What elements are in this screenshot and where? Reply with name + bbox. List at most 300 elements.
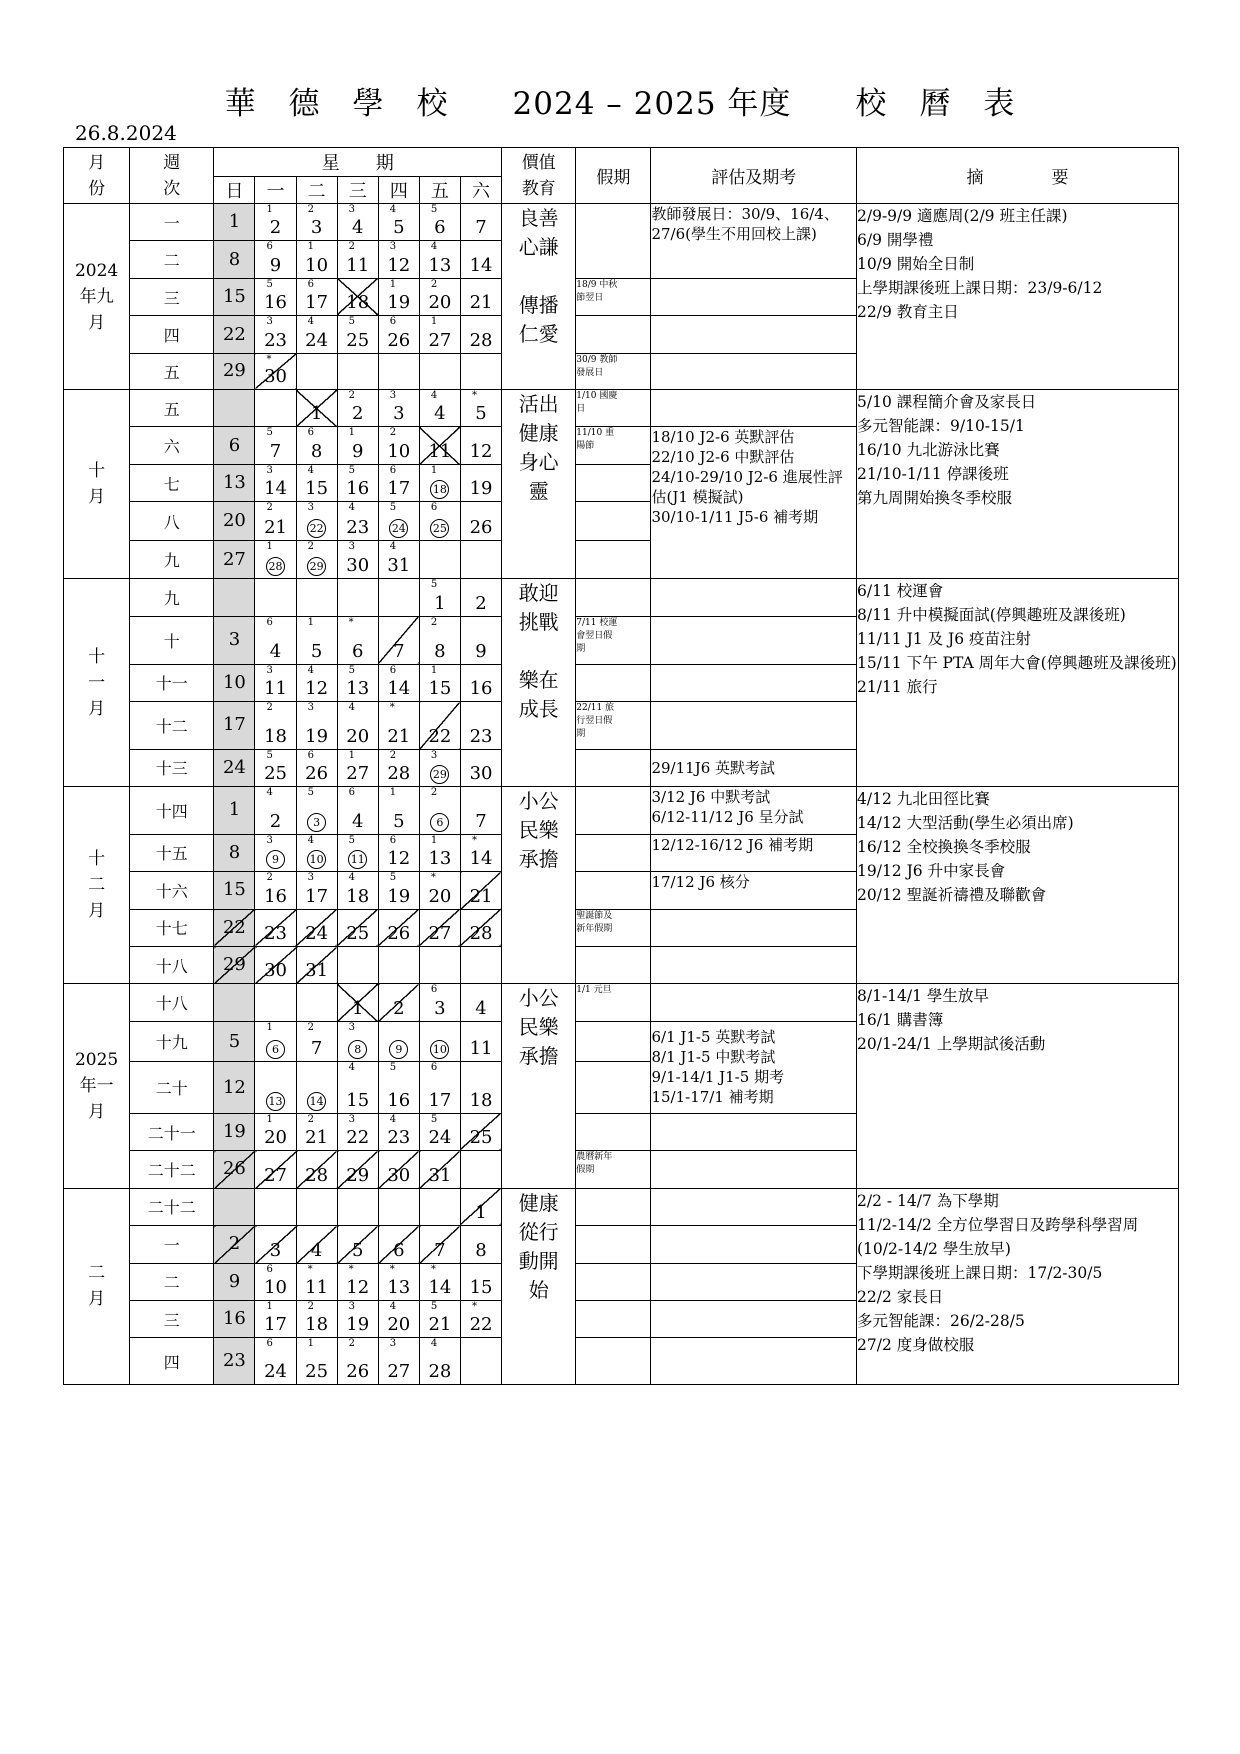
day-number: 23 [387,1127,411,1149]
day-number: 21 [305,1127,329,1149]
day-number: 17 [222,714,246,736]
cycle-day-marker: 4 [307,316,314,328]
day-number: 7 [269,440,282,462]
day-number [255,848,295,871]
holiday-cell [576,787,651,835]
cycle-day-marker: 1 [307,241,314,253]
assessment-text: 教師發展日：30/9、16/4、27/6(學生不用回校上課) [651,205,839,243]
day-cell [419,984,460,1021]
cycle-day-marker: 6 [389,316,397,328]
day-cell [337,1338,378,1385]
day-cell [419,872,460,909]
summary-text: 4/12 九北田徑比賽 14/12 大型活動(學生必須出席) 16/12 全校換換冬季校服 19/12 J6 升中家長會 20/12 聖誕祈禱禮及聯歡會 [857,790,1074,905]
day-number: 19 [222,1121,246,1142]
values-education-text: 敢迎挑戰 樂在成長 [518,581,559,722]
day-cell [296,353,337,389]
day-number: 1 [351,997,364,1019]
week-number: 十八 [130,947,214,984]
day-number: 16 [264,885,287,907]
day-number: 21 [469,885,493,907]
day-cell [378,702,419,750]
day-number: 29 [222,954,246,976]
week-number: 九 [130,540,214,579]
day-number: 16 [387,1089,411,1111]
day-number: 22 [346,1127,370,1149]
assessment-cell [651,984,857,1021]
day-cell [378,1300,419,1337]
circled-day-number: 22 [307,519,326,538]
day-number: 10 [387,440,411,462]
day-number: 15 [305,478,329,500]
day-number [338,848,378,871]
day-number: 18 [346,885,370,907]
holiday-cell [576,984,651,1021]
assessment-cell [651,390,857,427]
day-number: 2 [228,1233,241,1255]
cycle-day-marker: 5 [389,1062,397,1074]
sunday-cell [214,241,255,278]
circled-day-number: 25 [430,519,449,538]
day-number: 3 [269,1239,282,1261]
summary-text: 2/2 - 14/7 為下學期 11/2-14/2 全方位學習日及跨學科學習周 (10/2-14/2 學生放早) 下學期課後班上課日期：17/2-30/5 22/2 家長日 多元智能課：26/2-28/5 27/2 度身做校服 [857,1191,1139,1354]
month-column-header [64,148,130,204]
cycle-day-marker: * [389,1263,395,1275]
day-cell [337,749,378,786]
assessment-cell [651,204,857,279]
cycle-day-marker: 5 [266,278,273,290]
holiday-cell [576,1151,651,1188]
day-cell [296,278,337,315]
sunday-cell [214,353,255,389]
assessment-cell [651,947,857,984]
day-number: 8 [228,841,241,863]
day-number: 26 [222,1158,246,1180]
day-number: 26 [305,763,329,785]
cycle-day-marker: 6 [389,834,397,846]
cycle-day-marker: 5 [266,749,273,761]
day-cell [255,1151,296,1188]
day-cell [296,616,337,664]
day-number: 2 [269,217,282,239]
day-number: 10 [305,254,329,276]
cycle-day-marker: 6 [430,1062,438,1074]
cycle-day-marker: 1 [389,278,397,290]
day-number: 4 [310,1239,323,1261]
day-cell [296,241,337,278]
day-number: 26 [387,923,411,945]
sunday-cell [214,1338,255,1385]
cycle-day-marker: 3 [266,464,273,476]
month-label-text: 2024年九月 [74,260,119,333]
day-cell [255,1300,296,1337]
sunday-cell [214,1263,255,1300]
day-number: 30 [469,763,493,785]
day-number: 7 [475,810,487,832]
cycle-day-marker: 3 [266,664,273,676]
day-cell [419,1062,460,1113]
day-cell [255,1113,296,1150]
week-number: 九 [130,579,214,616]
day-number: 12 [346,1276,370,1298]
day-number: 16 [346,478,370,500]
cycle-day-marker: 2 [266,502,273,514]
values-education [502,787,576,984]
cycle-day-marker: 3 [307,502,314,514]
day-cell [378,502,419,541]
day-number: 19 [387,885,411,907]
sunday-cell [214,464,255,501]
circled-day-number: 28 [266,557,285,576]
week-number: 三 [130,1300,214,1337]
weekday-header-1: 一 [255,177,296,204]
day-cell [419,702,460,750]
circled-day-number: 9 [266,850,285,869]
assessment-cell [651,427,857,579]
calendar-table [63,147,1179,1385]
day-cell [296,316,337,353]
day-cell [460,1226,501,1263]
week-number: 十 [130,616,214,664]
weekday-header-0: 日 [214,177,255,204]
cycle-day-marker: 2 [389,427,397,439]
day-cell [296,702,337,750]
cycle-day-marker: 6 [307,749,314,761]
assessment-cell [651,787,857,835]
day-number: 7 [475,217,487,239]
week-row [64,984,1179,1021]
week-number: 十四 [130,787,214,835]
day-number: 20 [222,510,246,532]
week-number: 十八 [130,984,214,1021]
day-cell [460,834,501,871]
sunday-cell [214,278,255,315]
day-cell [255,464,296,501]
day-number: 21 [387,725,411,747]
day-number: 8 [310,440,323,462]
day-number: 28 [469,923,493,945]
day-number: 31 [305,960,329,982]
day-number: 3 [228,629,241,651]
day-number: 24 [264,1361,287,1382]
day-number: 19 [305,725,329,747]
day-number: 9 [351,440,364,462]
assessment-cell [651,1226,857,1263]
cycle-day-marker: 3 [307,872,314,884]
week-number: 一 [130,1226,214,1263]
day-number: 31 [387,555,411,577]
day-cell [296,834,337,871]
day-number: 19 [346,1314,370,1336]
day-number: 21 [469,292,493,314]
day-cell [419,1021,460,1061]
cycle-day-marker: 2 [348,390,356,402]
cycle-day-marker: 2 [307,1113,314,1125]
day-number: 17 [264,1314,287,1336]
week-number: 六 [130,427,214,464]
day-cell [419,502,460,541]
month-label [64,1188,130,1384]
document-date: 26.8.2024 [75,121,177,145]
day-cell [378,241,419,278]
cycle-day-marker: * [471,834,477,846]
holiday-cell [576,464,651,501]
day-cell [460,749,501,786]
day-number: 1 [228,799,241,821]
day-cell [460,616,501,664]
week-row [64,787,1179,835]
month-label [64,984,130,1188]
holiday-text: 聖誕節及新年假期 [576,910,613,934]
cycle-day-marker: 2 [348,1338,356,1350]
cycle-day-marker: 3 [389,241,397,253]
sunday-cell [214,1113,255,1150]
day-number [379,517,419,540]
cycle-day-marker: 5 [430,204,438,215]
holiday-text: 農曆新年假期 [576,1152,613,1176]
values-education [502,579,576,787]
day-number: 29 [222,360,246,382]
cycle-day-marker: 6 [266,241,273,253]
day-number: 16 [264,292,287,314]
day-cell [296,1188,337,1225]
cycle-day-marker: 5 [348,834,356,846]
day-cell [419,464,460,501]
page-title: 華 德 學 校 2024 – 2025 年度 校 曆 表 [224,86,1016,122]
week-number: 二十一 [130,1113,214,1150]
week-number: 五 [130,353,214,389]
day-number [420,811,460,834]
cycle-day-marker: 1 [430,464,438,476]
holiday-cell [576,1226,651,1263]
day-number [297,848,337,871]
week-number: 八 [130,502,214,541]
cycle-day-marker: * [307,1263,313,1275]
week-number: 四 [130,1338,214,1385]
day-cell [419,947,460,984]
assessment-text: 17/12 J6 核分 [651,873,750,892]
holiday-cell [576,749,651,786]
values-education [502,204,576,390]
day-number: 8 [228,248,241,270]
cycle-day-marker: 2 [430,616,438,628]
day-number: 13 [222,472,246,494]
values-education [502,1188,576,1384]
day-number: 15 [222,286,246,308]
day-cell [255,616,296,664]
day-cell [460,1263,501,1300]
day-cell [296,664,337,701]
day-number: 27 [428,329,452,351]
cycle-day-marker: 1 [430,664,438,676]
day-cell [337,1151,378,1188]
day-number: 16 [469,678,493,699]
assessment-cell [651,1188,857,1225]
day-number: 5 [393,217,405,239]
day-number: 7 [434,1239,446,1261]
day-number: 11 [264,678,287,699]
day-cell [296,1062,337,1113]
day-cell [255,664,296,701]
cycle-day-marker: 4 [348,502,356,514]
cycle-day-marker: 1 [266,540,273,552]
day-number: 20 [264,1127,287,1149]
day-cell [460,1300,501,1337]
day-number [255,1038,295,1061]
day-number: 15 [469,1276,493,1298]
week-number: 二十二 [130,1188,214,1225]
day-cell [460,464,501,501]
day-number [297,555,337,578]
day-number: 23 [346,516,370,538]
holiday-cell [576,664,651,701]
circled-day-number: 3 [307,813,326,832]
day-cell [296,390,337,427]
day-number: 27 [428,923,452,945]
sunday-cell [214,1188,255,1225]
day-cell [460,1338,501,1385]
circled-day-number: 29 [430,765,449,784]
day-cell [255,1188,296,1225]
day-cell [419,787,460,835]
day-cell [419,1151,460,1188]
cycle-day-marker: 2 [307,204,314,215]
day-cell [296,427,337,464]
day-number: 2 [393,997,405,1019]
day-number: 22 [222,916,246,938]
day-cell [296,749,337,786]
day-cell [460,241,501,278]
holiday-cell [576,1113,651,1150]
week-number: 十五 [130,834,214,871]
cycle-day-marker: 4 [430,241,438,253]
day-cell [460,204,501,241]
cycle-day-marker: 4 [348,1062,356,1074]
day-cell [296,540,337,579]
day-cell [460,1021,501,1061]
sunday-cell [214,834,255,871]
day-cell [337,947,378,984]
cycle-day-marker: 3 [389,390,397,402]
day-cell [419,664,460,701]
holiday-text: 11/10 重陽節 [576,428,615,452]
week-number: 二十二 [130,1151,214,1188]
day-cell [255,316,296,353]
day-number: 9 [269,254,282,276]
day-number: 1 [310,403,323,425]
day-number [255,1090,295,1113]
sunday-cell [214,502,255,541]
sunday-cell [214,616,255,664]
day-number: 2 [351,403,364,425]
day-number: 20 [428,292,452,314]
day-cell [460,909,501,946]
day-cell [419,353,460,389]
sunday-cell [214,787,255,835]
day-cell [337,1021,378,1061]
day-number: 28 [387,763,411,785]
assessment-cell [651,353,857,389]
day-cell [337,702,378,750]
day-number: 4 [269,640,282,662]
sunday-cell [214,702,255,750]
day-cell [255,834,296,871]
sunday-cell [214,1151,255,1188]
sunday-cell [214,872,255,909]
assessment-cell [651,316,857,353]
assessment-cell [651,579,857,616]
day-cell [337,390,378,427]
sunday-cell [214,749,255,786]
values-education-text: 活出健康身心靈 [518,392,559,504]
week-number: 二 [130,241,214,278]
day-cell [460,872,501,909]
cycle-day-marker: 5 [389,872,397,884]
day-number: 11 [469,1038,493,1060]
day-cell [419,204,460,241]
holiday-cell [576,1263,651,1300]
circled-day-number: 6 [266,1040,285,1059]
sunday-cell [214,1226,255,1263]
day-cell [460,316,501,353]
cycle-day-marker: 1 [266,1300,273,1312]
summary-text: 5/10 課程簡介會及家長日 多元智能課：9/10-15/1 16/10 九北游泳比賽 21/10-1/11 停課後班 第九周開始換冬季校服 [857,393,1037,508]
assessment-column-header: 評估及期考 [651,148,857,204]
cycle-day-marker: * [348,616,354,628]
day-number: 18 [469,1089,493,1111]
day-cell [255,278,296,315]
cycle-day-marker: 3 [389,1338,397,1350]
day-cell [296,1021,337,1061]
day-number: 8 [434,640,446,662]
cycle-day-marker: 2 [430,278,438,290]
day-cell [337,984,378,1021]
day-cell [337,1062,378,1113]
cycle-day-marker: 1 [266,204,273,215]
day-cell [296,872,337,909]
cycle-day-marker: * [430,872,436,884]
values-education-text: 良善心謙 傳播仁愛 [518,206,559,346]
day-cell [460,664,501,701]
day-number: 4 [434,403,446,425]
day-number: 14 [469,254,493,276]
day-cell [378,464,419,501]
day-cell [337,909,378,946]
cycle-day-marker: 2 [307,540,314,552]
cycle-day-marker: 3 [348,540,356,552]
sunday-cell [214,204,255,241]
cycle-day-marker: 2 [307,1300,314,1312]
day-cell [378,1226,419,1263]
week-number: 十三 [130,749,214,786]
holiday-cell [576,353,651,389]
cycle-day-marker: 4 [389,204,397,215]
day-cell [460,1151,501,1188]
month-column-label: 月份 [88,152,106,199]
assessment-cell [651,749,857,786]
cycle-day-marker: 3 [348,1300,356,1312]
week-row [64,1188,1179,1225]
day-cell [337,278,378,315]
day-cell [296,787,337,835]
cycle-day-marker: 5 [389,502,397,514]
assessment-text: 6/1 J1-5 英默考試 8/1 J1-5 中默考試 9/1-14/1 J1-5 期考 15/1-17/1 補考期 [651,1028,785,1107]
holiday-cell [576,316,651,353]
week-number: 十七 [130,909,214,946]
day-cell [255,1338,296,1385]
cycle-day-marker: 2 [266,702,273,713]
month-label-text: 二月 [88,1263,106,1310]
summary-text: 6/11 校運會 8/11 升中模擬面試(停興趣班及課後班) 11/11 J1 及 J6 疫苗注射 15/11 下午 PTA 周年大會(停興趣班及課後班) 21/11 旅行 [857,582,1177,697]
